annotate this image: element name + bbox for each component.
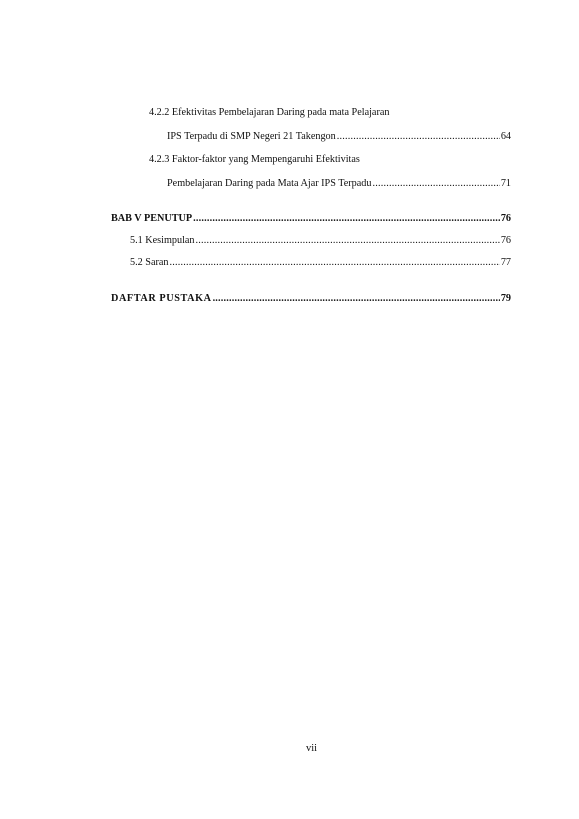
- toc-leader-dots: [196, 235, 500, 247]
- toc-entry-4-2-3-title-line1: 4.2.3 Faktor-faktor yang Mempengaruhi Efektivitas: [149, 154, 360, 165]
- toc-entry-5-2[interactable]: [130, 257, 511, 269]
- toc-page-number: 76: [500, 235, 511, 246]
- toc-entry-4-2-2[interactable]: [167, 131, 511, 143]
- toc-page-number: 76: [500, 213, 511, 224]
- toc-entry-4-2-3[interactable]: [167, 178, 511, 190]
- toc-leader-dots: [193, 213, 500, 225]
- toc-leader-dots: [372, 178, 499, 190]
- toc-leader-dots: [213, 293, 500, 305]
- toc-entry-daftar-pustaka-title: DAFTAR PUSTAKA: [111, 293, 212, 304]
- toc-entry-4-2-2-title-line1: 4.2.2 Efektivitas Pembelajaran Daring pada mata Pelajaran: [149, 107, 390, 118]
- toc-entry-bab-5[interactable]: [111, 213, 511, 225]
- toc-entry-4-2-2-title-line2: IPS Terpadu di SMP Negeri 21 Takengon: [167, 131, 336, 142]
- toc-entry-4-2-3-title-line2: Pembelajaran Daring pada Mata Ajar IPS Terpadu: [167, 178, 372, 189]
- toc-page-number: 79: [500, 293, 511, 304]
- toc-entry-bab-5-title: BAB V PENUTUP: [111, 213, 193, 224]
- toc-entry-daftar-pustaka[interactable]: [111, 293, 511, 305]
- toc-leader-dots: [169, 257, 499, 269]
- toc-page-number: 77: [500, 257, 511, 268]
- page-number: vii: [305, 743, 318, 754]
- toc-leader-dots: [337, 131, 500, 143]
- toc-entry-5-1-title: 5.1 Kesimpulan: [130, 235, 195, 246]
- toc-entry-5-1[interactable]: [130, 235, 511, 247]
- toc-page-number: 71: [500, 178, 511, 189]
- toc-entry-5-2-title: 5.2 Saran: [130, 257, 169, 268]
- toc-page-number: 64: [500, 131, 511, 142]
